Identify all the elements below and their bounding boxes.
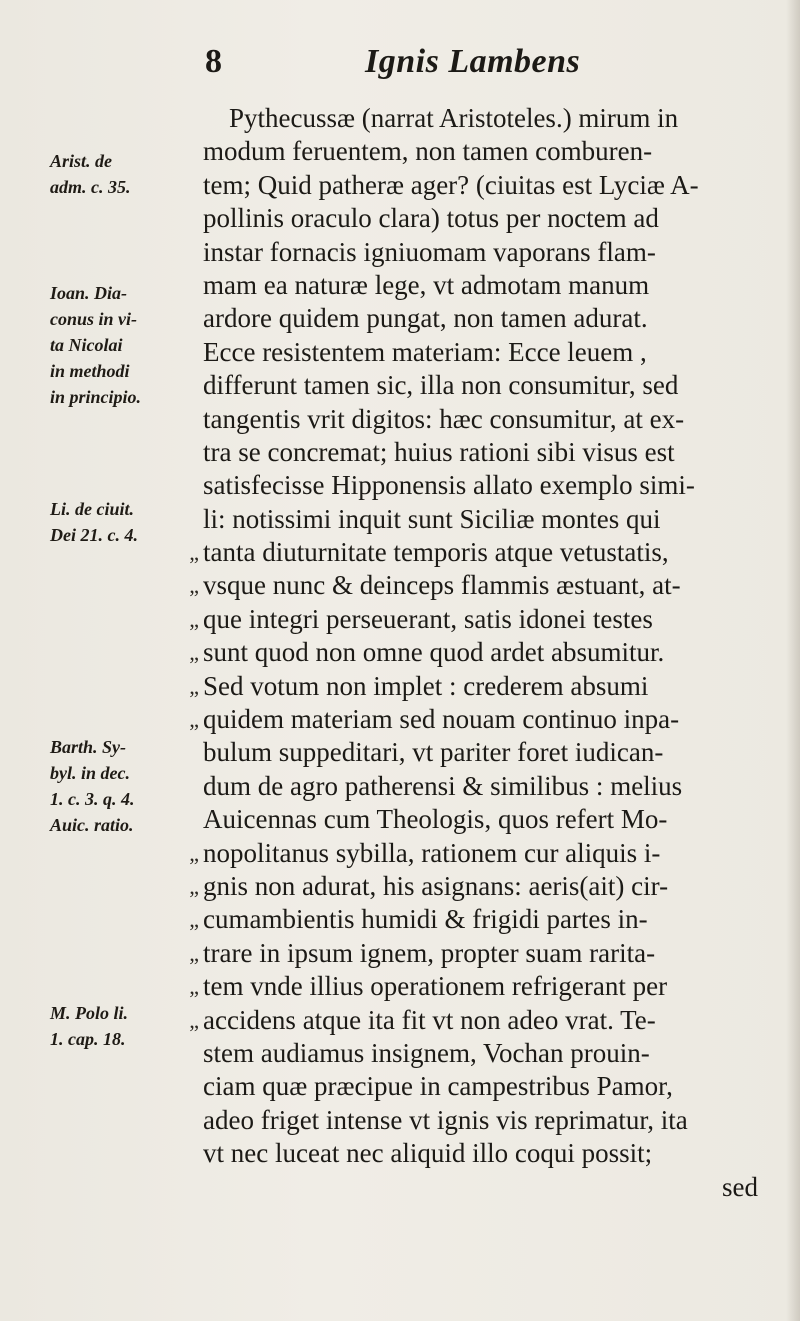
text-line-content: dum de agro patherensi & similibus : melius	[203, 770, 683, 801]
margin-notes	[0, 0, 200, 1321]
text-line	[189, 870, 788, 903]
text-line	[203, 1137, 788, 1170]
text-line-content: accidens atque ita fit vt non adeo vrat. Te-	[203, 1004, 656, 1035]
margin-note	[50, 280, 208, 410]
text-line-content: gnis non adurat, his asignans: aeris(ait) cir-	[203, 870, 669, 901]
text-line	[203, 102, 788, 135]
text-line-content: que integri perseuerant, satis idonei testes	[203, 603, 653, 634]
quotation-mark: „	[189, 1007, 199, 1033]
text-line-content: satisfecisse Hipponensis allato exemplo simi-	[203, 470, 695, 501]
text-line	[189, 937, 788, 970]
text-line-content: ciam quæ præcipue in campestribus Pamor,	[203, 1071, 673, 1102]
text-line-content: tra se concremat; huius rationi sibi visus est	[203, 436, 675, 467]
margin-note-line: Barth. Sy-	[50, 737, 127, 757]
quotation-mark: „	[189, 907, 199, 933]
text-line	[203, 336, 788, 369]
text-line	[203, 503, 788, 536]
quotation-mark: „	[189, 640, 199, 666]
margin-note-line: M. Polo li.	[50, 1003, 129, 1023]
text-line	[189, 837, 788, 870]
text-line-content: instar fornacis igniuomam vaporans flam-	[203, 236, 656, 267]
quotation-mark: „	[189, 673, 199, 699]
text-line-content: bulum suppeditari, vt pariter foret iudican-	[203, 737, 664, 768]
text-line	[203, 469, 788, 502]
text-line-content: Auicennas cum Theologis, quos refert Mo-	[203, 804, 668, 835]
text-line-content: cumambientis humidi & frigidi partes in-	[203, 904, 648, 935]
text-line	[189, 1004, 788, 1037]
text-line	[189, 569, 788, 602]
page-edge-shadow	[786, 0, 800, 1321]
margin-note	[50, 734, 208, 838]
margin-note-line: byl. in dec.	[50, 763, 130, 783]
margin-note-line: Ioan. Dia-	[50, 283, 128, 303]
text-line-content: li: notissimi inquit sunt Siciliæ montes qui	[203, 503, 661, 534]
text-line-content: vt nec luceat nec aliquid illo coqui possit;	[203, 1138, 653, 1169]
quotation-mark: „	[189, 606, 199, 632]
main-text-block	[189, 102, 788, 1204]
margin-note-line: in methodi	[50, 361, 130, 381]
text-line-content: Ecce resistentem materiam: Ecce leuem ,	[203, 336, 647, 367]
text-line-content: tem; Quid patheræ ager? (ciuitas est Lyciæ A-	[203, 169, 699, 200]
text-line	[189, 603, 788, 636]
text-line-content: vsque nunc & deinceps flammis æstuant, at-	[203, 570, 681, 601]
text-line-content: trare in ipsum ignem, propter suam rarita-	[203, 937, 656, 968]
text-line	[203, 1171, 788, 1204]
quotation-mark: „	[189, 540, 199, 566]
text-line	[189, 903, 788, 936]
text-line-content: tangentis vrit digitos: hæc consumitur, at ex-	[203, 403, 685, 434]
running-title: Ignis Lambens	[365, 43, 581, 80]
margin-note-line: in principio.	[50, 387, 142, 407]
margin-note-line: 1. c. 3. q. 4.	[50, 789, 135, 809]
quotation-mark: „	[189, 840, 199, 866]
margin-note-line: Arist. de	[50, 151, 113, 171]
text-line-content: sed	[722, 1171, 758, 1202]
text-line	[203, 135, 788, 168]
text-line	[203, 269, 788, 302]
text-line	[203, 736, 788, 769]
text-line	[203, 202, 788, 235]
margin-note-line: Li. de ciuit.	[50, 499, 134, 519]
text-line	[203, 403, 788, 436]
margin-note-line: Auic. ratio.	[50, 815, 134, 835]
text-line	[203, 1070, 788, 1103]
text-line-content: quidem materiam sed nouam continuo inpa-	[203, 704, 680, 735]
margin-note-line: adm. c. 35.	[50, 177, 131, 197]
quotation-mark: „	[189, 707, 199, 733]
text-line-content: pollinis oraculo clara) totus per noctem ad	[203, 203, 659, 234]
text-line	[203, 803, 788, 836]
margin-note-line: conus in vi-	[50, 309, 138, 329]
text-line-content: Pythecussæ (narrat Aristoteles.) mirum in	[229, 103, 679, 133]
text-line-content: tem vnde illius operationem refrigerant per	[203, 971, 668, 1002]
quotation-mark: „	[189, 940, 199, 966]
page-number: 8	[205, 43, 222, 80]
text-line	[189, 670, 788, 703]
margin-note-line: Dei 21. c. 4.	[50, 525, 138, 545]
text-line	[189, 636, 788, 669]
text-line	[203, 302, 788, 335]
text-line	[203, 1104, 788, 1137]
text-line-content: adeo friget intense vt ignis vis reprimatur, ita	[203, 1104, 688, 1135]
text-line	[189, 536, 788, 569]
quotation-mark: „	[189, 974, 199, 1000]
text-line-content: nopolitanus sybilla, rationem cur aliquis i-	[203, 837, 661, 868]
text-line-content: ardore quidem pungat, non tamen adurat.	[203, 303, 648, 334]
text-line	[189, 970, 788, 1003]
quotation-mark: „	[189, 573, 199, 599]
text-line-content: tanta diuturnitate temporis atque vetustatis,	[203, 537, 669, 568]
text-line	[203, 436, 788, 469]
text-line-content: modum feruentem, non tamen comburen-	[203, 136, 653, 167]
quotation-mark: „	[189, 873, 199, 899]
text-line-content: Sed votum non implet : crederem absumi	[203, 670, 649, 701]
text-line	[203, 770, 788, 803]
text-line-content: stem audiamus insignem, Vochan prouin-	[203, 1037, 650, 1068]
text-line	[189, 703, 788, 736]
text-line	[203, 1037, 788, 1070]
margin-note-line: ta Nicolai	[50, 335, 123, 355]
text-line-content: sunt quod non omne quod ardet absumitur.	[203, 637, 665, 668]
text-line	[203, 369, 788, 402]
margin-note-line: 1. cap. 18.	[50, 1029, 126, 1049]
text-line	[203, 236, 788, 269]
text-line-content: differunt tamen sic, illa non consumitur, sed	[203, 370, 679, 401]
margin-note	[50, 148, 208, 200]
text-line-content: mam ea naturæ lege, vt admotam manum	[203, 269, 650, 300]
text-line	[203, 169, 788, 202]
